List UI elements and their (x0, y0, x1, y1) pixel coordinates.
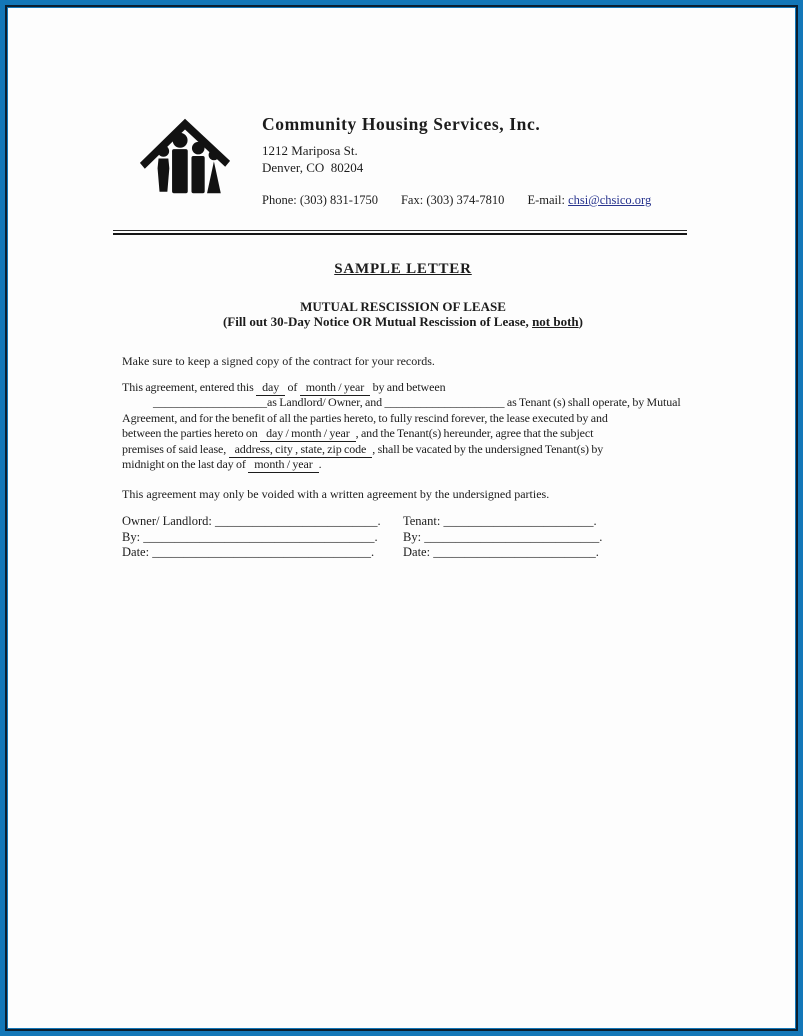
agreement-text: premises of said lease, (122, 441, 227, 456)
line-period: . (370, 545, 375, 560)
company-info-block (262, 114, 651, 208)
agreement-text: as Tenant (s) shall operate, by Mutual (506, 395, 681, 410)
agreement-line-6 (122, 457, 681, 472)
signature-row-tenant (403, 514, 602, 530)
line-period: . (595, 545, 599, 560)
tenant-name-blank: ____________________ (384, 395, 505, 410)
line-period: . (599, 529, 603, 544)
agreement-text: . (318, 456, 322, 471)
signature-block-tenant (403, 514, 602, 561)
fill-in-day: day (256, 380, 285, 396)
email-row (527, 193, 651, 208)
title-block (113, 261, 693, 329)
line-period: . (377, 514, 381, 528)
signature-row-landlord-date (122, 545, 381, 561)
landlord-date-blank: ___________________________________ (152, 545, 371, 560)
voided-note: This agreement may only be voided with a written agreement by the undersigned parties. (122, 487, 550, 501)
tenant-signature-blank: ________________________ (443, 514, 594, 528)
owner-landlord-signature-blank: __________________________ (215, 514, 378, 528)
tenant-label: Tenant: (403, 514, 441, 528)
fill-in-premises-address: address, city , state, zip code (229, 442, 373, 458)
fax-label: Fax: (303) 374-7810 (400, 193, 505, 207)
contact-row (262, 193, 651, 208)
signature-block-landlord (122, 514, 381, 561)
signature-row-owner-landlord (122, 514, 381, 530)
company-logo (136, 102, 234, 210)
house-family-icon (136, 102, 234, 210)
company-name: Community Housing Services, Inc. (262, 114, 541, 134)
agreement-paragraph (122, 380, 681, 472)
keep-copy-note: Make sure to keep a signed copy of the contract for your records. (122, 354, 435, 368)
tenant-by-blank: ____________________________ (424, 529, 600, 544)
landlord-by-blank: _____________________________________ (143, 529, 375, 544)
agreement-line-4 (122, 426, 681, 441)
tenant-date-blank: __________________________ (433, 545, 596, 560)
date-label: Date: (122, 545, 150, 560)
email-link[interactable]: chsi@chsico.org (568, 193, 652, 207)
agreement-text: This agreement, entered this (122, 380, 254, 394)
agreement-text: , and the Tenant(s) hereunder, agree that the subject (355, 426, 594, 441)
fill-in-lease-date: day / month / year (260, 426, 356, 442)
by-label: By: (122, 529, 141, 544)
agreement-text: as Landlord/ Owner, and (267, 395, 383, 410)
agreement-line-3 (122, 411, 681, 426)
document-title: MUTUAL RESCISSION OF LEASE (300, 299, 506, 314)
agreement-text: Agreement, and for the benefit of all the parties hereto, to fully rescind forever, the lease executed by and (122, 410, 608, 425)
phone-label: Phone: (303) 831-1750 (262, 193, 378, 207)
signature-row-tenant-by (403, 530, 602, 546)
subtitle-text: (Fill out 30-Day Notice OR Mutual Rescission of Lease, (222, 314, 529, 329)
address-line-1: 1212 Mariposa St. (262, 143, 358, 158)
page-border-inner-accent (7, 7, 796, 1029)
date-label: Date: (403, 545, 431, 560)
email-label: E-mail: (527, 193, 565, 207)
document-subtitle (113, 314, 693, 329)
agreement-text: by and between (372, 380, 446, 394)
fill-in-month-year: month / year (300, 380, 370, 396)
line-period: . (593, 514, 597, 528)
signature-row-landlord-by (122, 530, 381, 546)
subtitle-close-paren: ) (578, 314, 584, 329)
agreement-text: , shall be vacated by the undersigned Tenant(s) by (372, 441, 604, 456)
by-label: By: (403, 529, 422, 544)
document-page (8, 8, 795, 1028)
agreement-line-5 (122, 442, 681, 457)
page-border-inner (5, 5, 798, 1031)
fill-in-vacate-month-year: month / year (248, 457, 318, 473)
header-divider (113, 230, 687, 235)
landlord-name-blank: ___________________ (153, 395, 267, 410)
owner-landlord-label: Owner/ Landlord: (122, 514, 212, 528)
line-period: . (374, 529, 378, 544)
subtitle-not-both: not both (532, 314, 579, 329)
agreement-line-2 (122, 395, 681, 410)
agreement-text: of (287, 380, 298, 394)
agreement-line-1 (122, 380, 681, 395)
address-line-2: Denver, CO 80204 (262, 160, 364, 175)
sample-letter-title: SAMPLE LETTER (334, 261, 472, 277)
signature-row-tenant-date (403, 545, 602, 561)
agreement-text: between the parties hereto on (122, 426, 258, 441)
agreement-text: midnight on the last day of (122, 456, 246, 471)
